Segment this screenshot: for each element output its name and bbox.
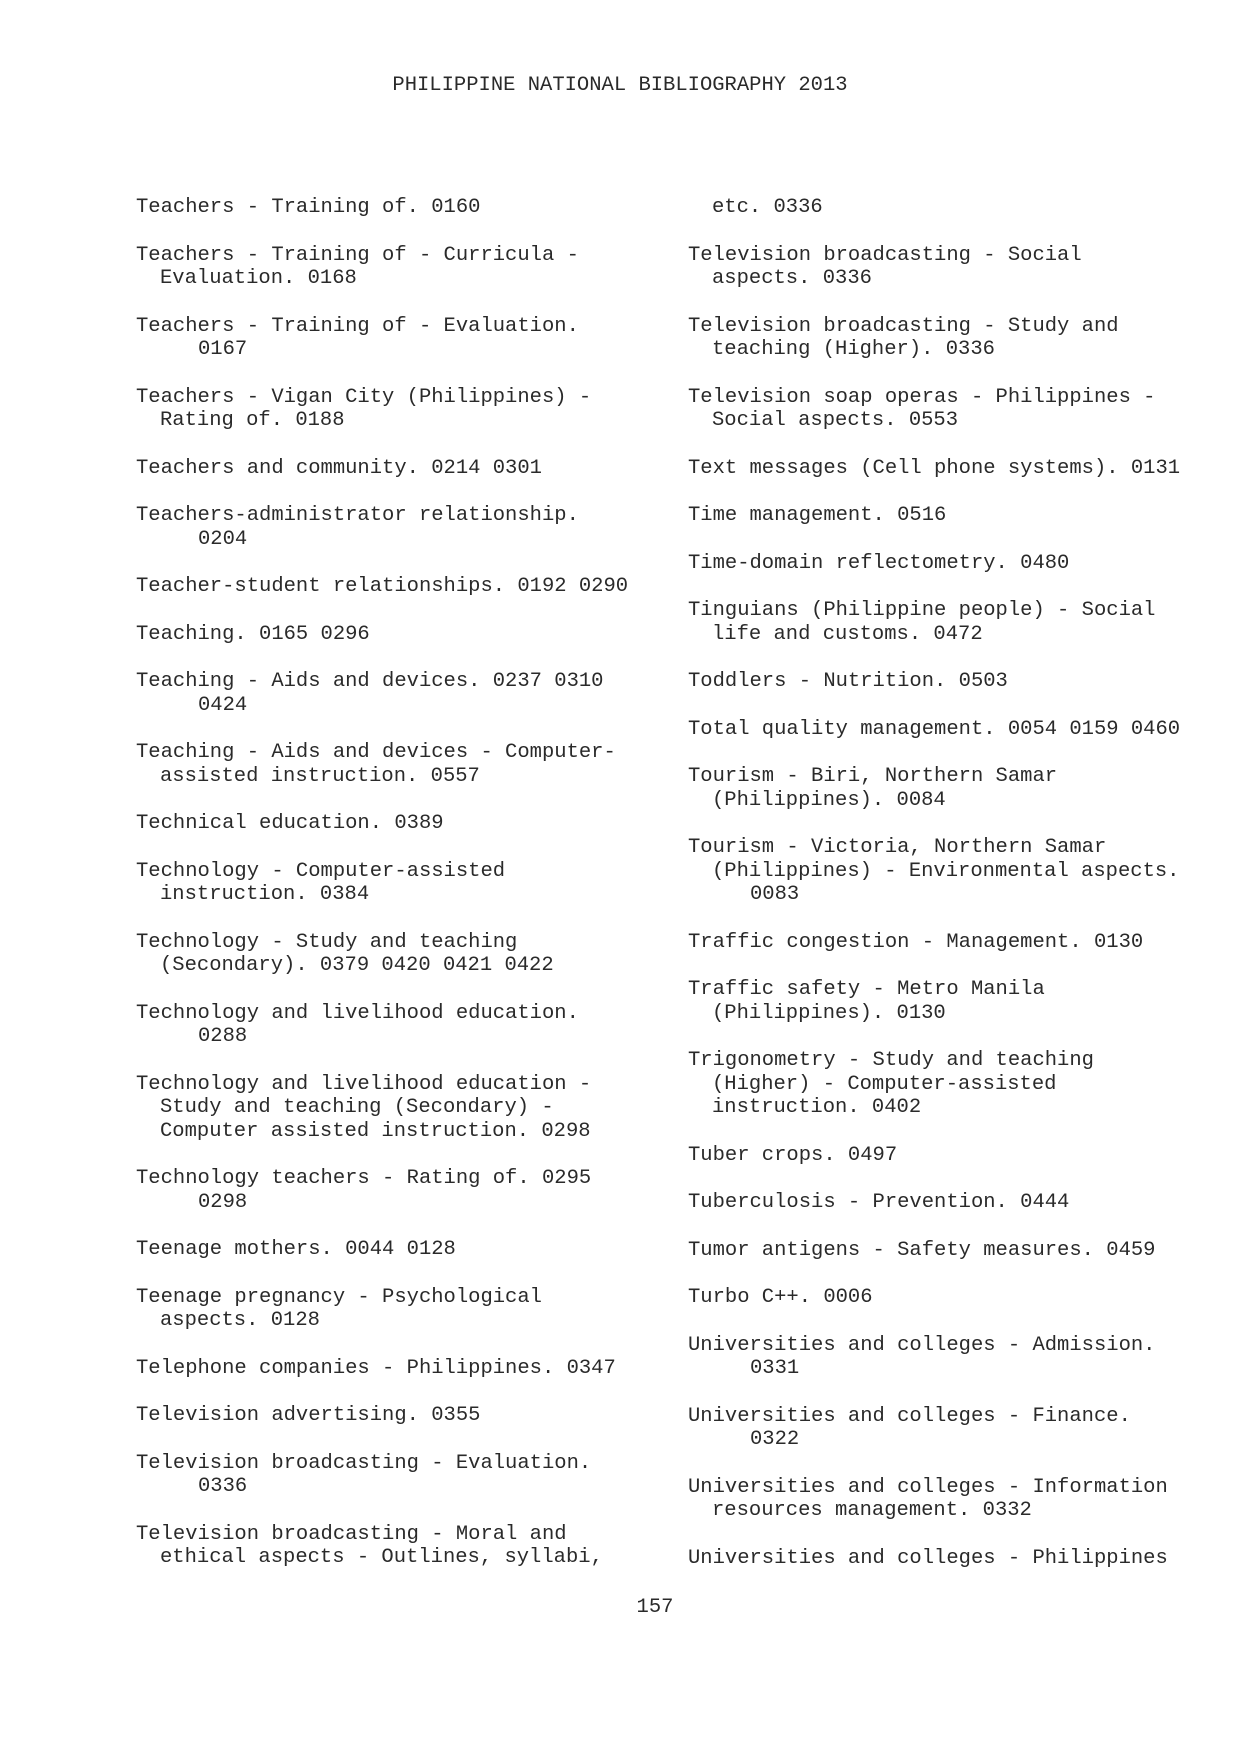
index-entry-continuation: 0288 (198, 1025, 248, 1048)
index-entry (688, 1286, 1208, 1310)
index-entry (136, 457, 696, 481)
index-entry-continuation: 0336 (198, 1475, 248, 1498)
index-entry-heading: Turbo C++. 0006 (688, 1286, 873, 1309)
index-entry-heading: Teaching - Aids and devices - Computer- (136, 741, 616, 764)
index-entry-continuation: (Secondary). 0379 0420 0421 0422 (160, 954, 554, 977)
index-entry-continuation: 0083 (750, 883, 800, 906)
index-entry-heading: Television broadcasting - Moral and (136, 1522, 567, 1546)
index-entry (136, 315, 696, 362)
index-entry (136, 1073, 696, 1144)
index-entry-heading: Television broadcasting - Social (688, 243, 1082, 267)
index-entry (136, 1452, 696, 1499)
index-entry (136, 1167, 696, 1214)
index-entry (688, 315, 1208, 362)
index-entry-continuation: 0322 (750, 1428, 800, 1451)
index-entry (688, 931, 1208, 955)
index-entry-heading: Traffic congestion - Management. 0130 (688, 930, 1144, 954)
index-entry-heading: Traffic safety - Metro Manila (688, 978, 1045, 1001)
index-entry-heading: Tuberculosis - Prevention. 0444 (688, 1191, 1070, 1214)
index-entry-heading: Tinguians (Philippine people) - Social (688, 599, 1156, 622)
index-entry-continuation: Computer assisted instruction. 0298 (160, 1119, 591, 1143)
index-entry-continuation: (Philippines) - Environmental aspects. (712, 859, 1180, 883)
index-entry (136, 670, 696, 717)
index-entry (688, 1049, 1208, 1120)
index-entry (688, 1405, 1208, 1452)
index-entry-continuation: 0298 (198, 1190, 248, 1214)
index-entry (136, 386, 696, 433)
index-entry-heading: Total quality management. 0054 0159 0460 (688, 717, 1181, 741)
index-entry-heading: Time management. 0516 (688, 504, 947, 527)
index-entry-heading: Teenage mothers. 0044 0128 (136, 1238, 456, 1261)
index-entry-heading: Technology - Study and teaching (136, 930, 518, 954)
index-entry (136, 504, 696, 551)
index-entry (688, 1144, 1208, 1168)
page-number: 157 (636, 1596, 674, 1619)
index-entry (136, 741, 696, 788)
index-entry (688, 244, 1208, 291)
index-entry-continuation: Rating of. 0188 (160, 409, 345, 432)
index-entry (688, 1547, 1208, 1571)
index-entry (688, 196, 1208, 220)
index-entry-heading: Tumor antigens - Safety measures. 0459 (688, 1238, 1156, 1262)
index-entry-heading: Universities and colleges - Information (688, 1475, 1168, 1499)
index-entry (136, 860, 696, 907)
index-entry (688, 1476, 1208, 1523)
index-entry (136, 575, 696, 599)
index-entry (688, 1239, 1208, 1263)
index-entry-heading: Time-domain reflectometry. 0480 (688, 551, 1070, 575)
index-column-right (688, 196, 1208, 1594)
index-entry (136, 1404, 696, 1428)
index-entry (136, 623, 696, 647)
index-entry-continuation: (Philippines). 0130 (712, 1001, 946, 1025)
index-entry-heading: Tourism - Biri, Northern Samar (688, 765, 1058, 788)
index-entry-heading: Teachers - Training of - Evaluation. (136, 314, 579, 338)
index-entry (688, 504, 1208, 528)
index-entry-continuation: instruction. 0384 (160, 883, 370, 906)
index-entry-heading: Technology and livelihood education - (136, 1072, 592, 1096)
index-entry-continuation: life and customs. 0472 (712, 622, 983, 646)
index-entry (136, 1286, 696, 1333)
index-entry-heading: Technology and livelihood education. (136, 1001, 579, 1025)
index-entry-continuation: 0204 (198, 527, 248, 551)
index-entry-heading: Teachers - Training of. 0160 (136, 196, 481, 219)
index-entry-heading: Universities and colleges - Philippines (688, 1546, 1168, 1570)
index-entry-heading: Technology teachers - Rating of. 0295 (136, 1167, 592, 1190)
page-header: PHILIPPINE NATIONAL BIBLIOGRAPHY 2013 (392, 74, 848, 97)
index-entry (136, 196, 696, 220)
index-entry-heading: Technical education. 0389 (136, 812, 444, 835)
index-entry-heading: Teacher-student relationships. 0192 0290 (136, 575, 629, 598)
index-entry (688, 386, 1208, 433)
index-entry-heading: Television soap operas - Philippines - (688, 385, 1156, 409)
index-entry-heading: Teaching. 0165 0296 (136, 622, 370, 646)
index-entry-continuation: resources management. 0332 (712, 1499, 1032, 1522)
index-entry-continuation: aspects. 0128 (160, 1309, 320, 1332)
index-entry (688, 765, 1208, 812)
index-entry (136, 812, 696, 836)
index-entry-heading: Universities and colleges - Finance. (688, 1404, 1131, 1428)
index-column-left (136, 196, 696, 1594)
index-entry-heading: Technology - Computer-assisted (136, 859, 506, 883)
index-entry-heading: Text messages (Cell phone systems). 0131 (688, 456, 1181, 480)
index-entry-heading: Universities and colleges - Admission. (688, 1333, 1156, 1357)
index-entry-continuation: Study and teaching (Secondary) - (160, 1096, 554, 1119)
index-entry (688, 1191, 1208, 1215)
index-entry-heading: Teaching - Aids and devices. 0237 0310 (136, 670, 604, 693)
index-entry (136, 1357, 696, 1381)
index-entry (688, 1334, 1208, 1381)
index-entry-continuation: 0424 (198, 693, 248, 717)
index-entry (136, 931, 696, 978)
index-entry (136, 1523, 696, 1570)
index-entry-heading: Teachers - Vigan City (Philippines) - (136, 385, 592, 409)
index-entry (688, 457, 1208, 481)
index-entry-heading: Toddlers - Nutrition. 0503 (688, 670, 1008, 693)
index-entry-continuation: Evaluation. 0168 (160, 267, 357, 290)
index-entry-continuation: ethical aspects - Outlines, syllabi, (160, 1546, 603, 1569)
index-entry (136, 1002, 696, 1049)
index-entry-continuation: assisted instruction. 0557 (160, 764, 480, 788)
index-entry-continuation: aspects. 0336 (712, 267, 872, 290)
index-entry-heading: Television broadcasting - Evaluation. (136, 1451, 592, 1475)
index-entry (688, 599, 1208, 646)
index-entry (136, 1238, 696, 1262)
index-entry-heading: etc. 0336 (712, 196, 823, 219)
index-entry-heading: Teachers - Training of - Curricula - (136, 243, 579, 267)
index-entry-heading: Teachers-administrator relationship. (136, 504, 579, 527)
index-entry-heading: Trigonometry - Study and teaching (688, 1049, 1094, 1072)
index-entry (688, 670, 1208, 694)
index-entry (688, 552, 1208, 576)
index-entry (136, 244, 696, 291)
index-entry-heading: Teachers and community. 0214 0301 (136, 456, 542, 480)
index-entry-heading: Tourism - Victoria, Northern Samar (688, 836, 1107, 859)
index-entry (688, 718, 1208, 742)
index-entry-continuation: 0167 (198, 338, 248, 361)
index-entry-continuation: Social aspects. 0553 (712, 409, 959, 432)
index-entry-heading: Television broadcasting - Study and (688, 314, 1119, 338)
index-entry-heading: Television advertising. 0355 (136, 1404, 481, 1427)
index-entry-continuation: teaching (Higher). 0336 (712, 338, 995, 361)
index-entry (688, 836, 1208, 907)
index-entry-continuation: (Higher) - Computer-assisted (712, 1072, 1057, 1096)
index-entry-continuation: 0331 (750, 1357, 800, 1380)
index-entry-heading: Teenage pregnancy - Psychological (136, 1285, 542, 1309)
index-entry-heading: Tuber crops. 0497 (688, 1143, 898, 1167)
index-entry-heading: Telephone companies - Philippines. 0347 (136, 1356, 616, 1380)
index-entry-continuation: (Philippines). 0084 (712, 788, 946, 812)
index-entry-continuation: instruction. 0402 (712, 1096, 922, 1119)
index-entry (688, 978, 1208, 1025)
